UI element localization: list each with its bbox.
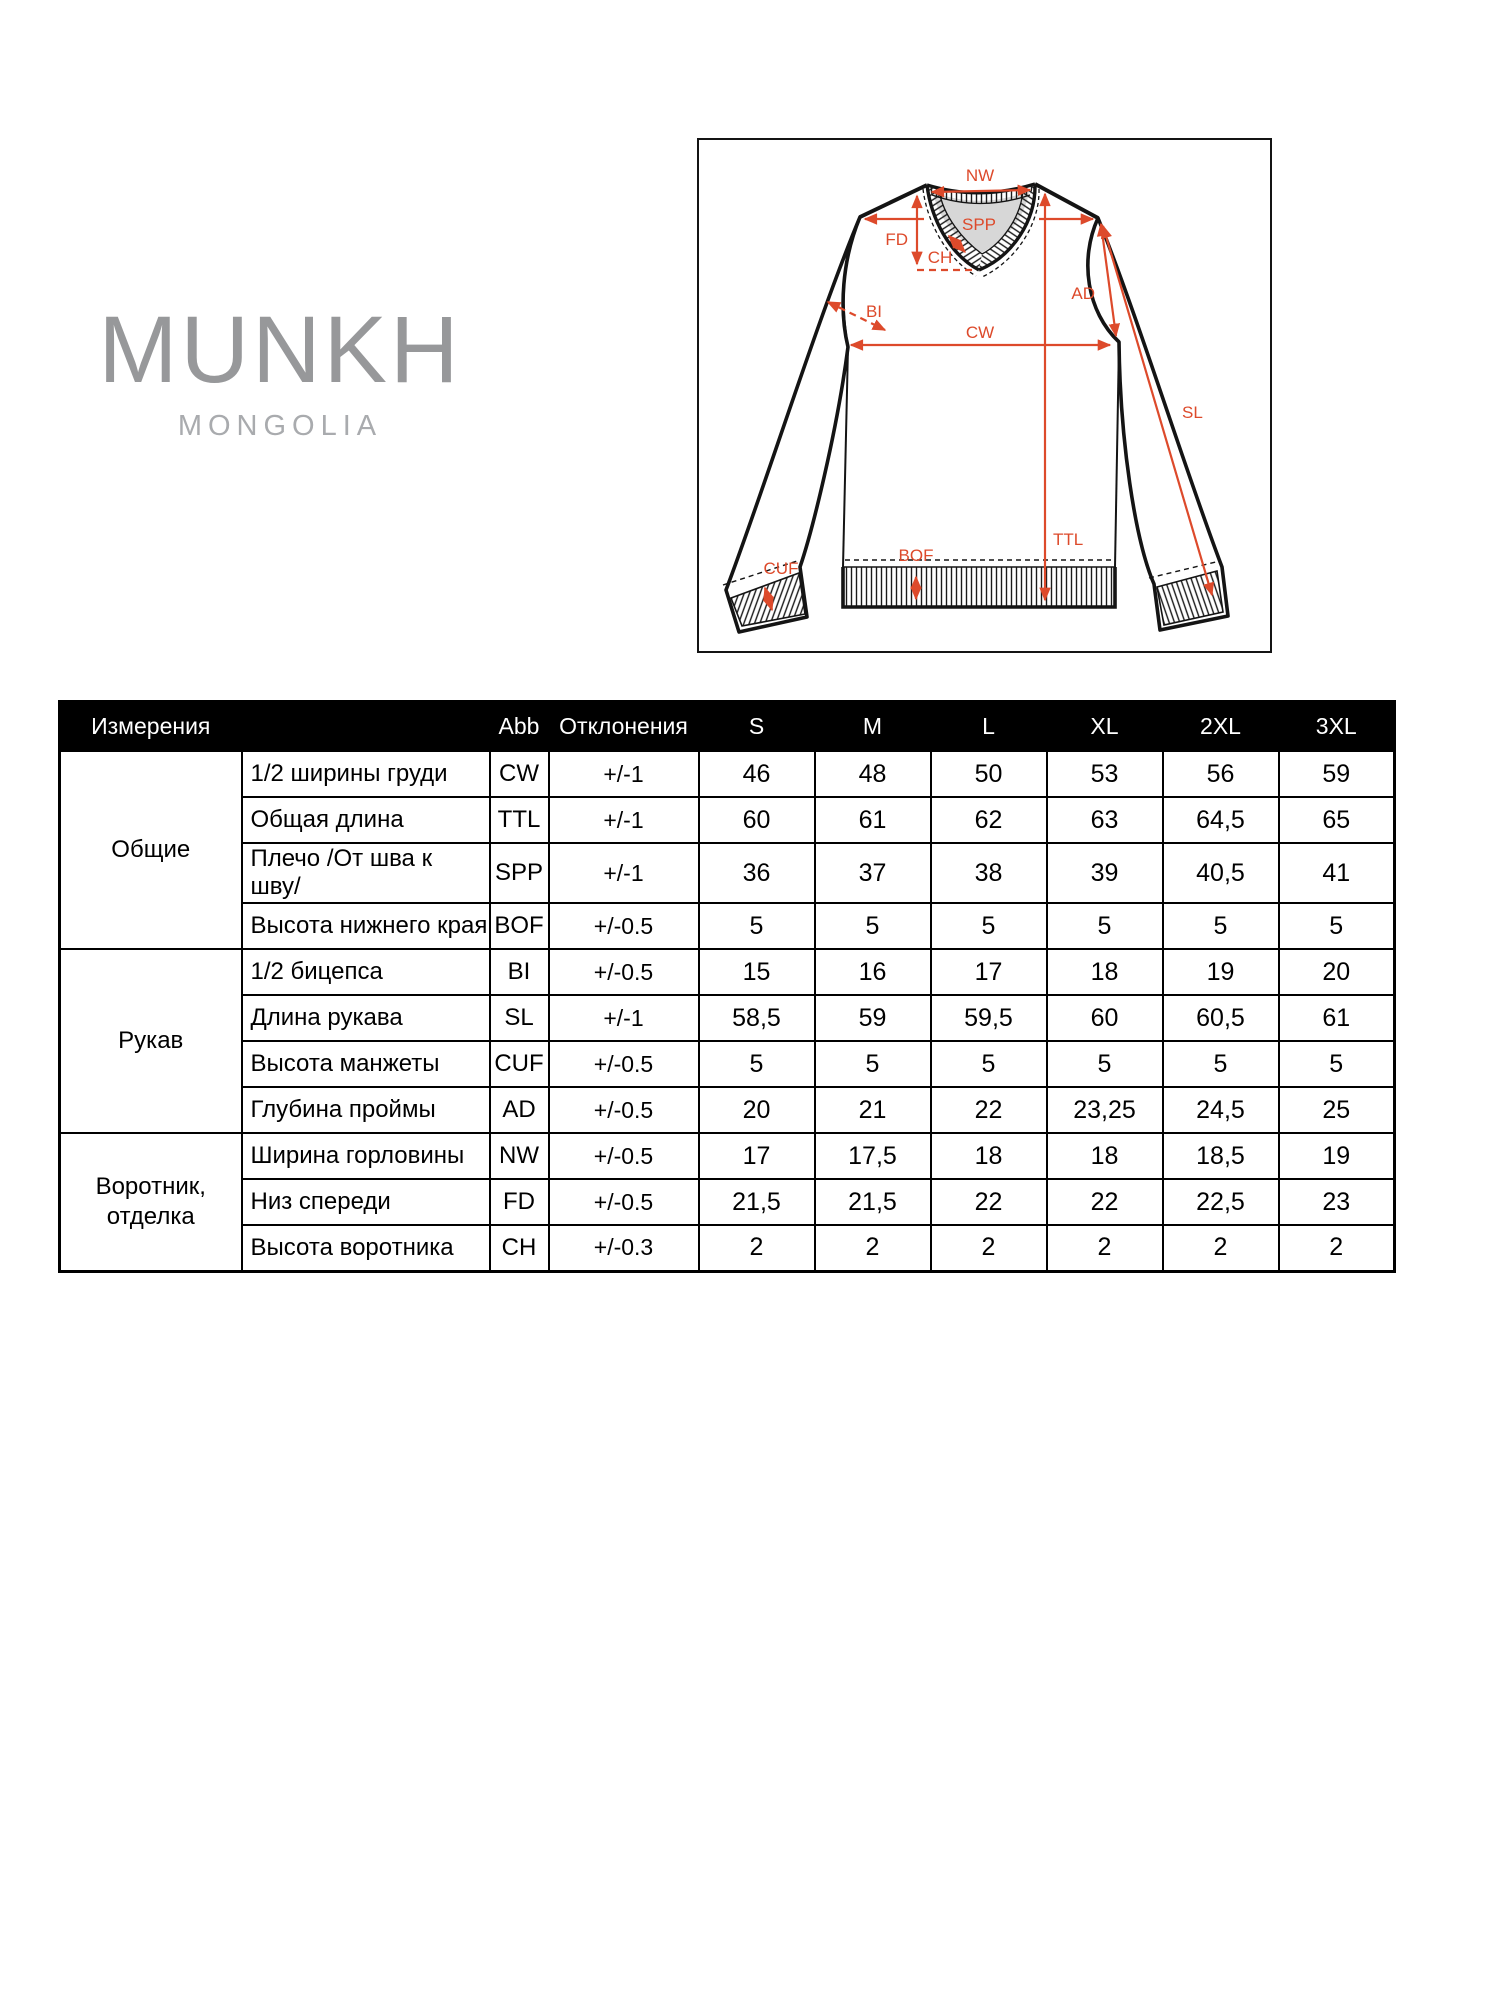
measure-abb: BI: [490, 949, 549, 995]
value-l: 5: [931, 903, 1047, 949]
value-2xl: 18,5: [1163, 1133, 1279, 1179]
table-row: [60, 1133, 1395, 1179]
header-size-m: M: [815, 702, 931, 752]
value-l: 22: [931, 1179, 1047, 1225]
header-tolerance: Отклонения: [549, 702, 699, 752]
measure-name: Низ спереди: [242, 1179, 490, 1225]
value-m: 2: [815, 1225, 931, 1271]
measure-abb: NW: [490, 1133, 549, 1179]
value-xl: 5: [1047, 1041, 1163, 1087]
value-2xl: 5: [1163, 903, 1279, 949]
measure-tolerance: +/-1: [549, 797, 699, 843]
value-s: 60: [699, 797, 815, 843]
measure-tolerance: +/-1: [549, 995, 699, 1041]
size-table: [58, 700, 1396, 1273]
measure-tolerance: +/-1: [549, 751, 699, 797]
dim-label-ttl: TTL: [1053, 530, 1084, 549]
table-row: [60, 843, 1395, 903]
measure-name: Плечо /От шва к шву/: [242, 843, 490, 903]
value-xl: 22: [1047, 1179, 1163, 1225]
value-l: 22: [931, 1087, 1047, 1133]
dim-label-spp: SPP: [961, 215, 997, 234]
measure-abb: TTL: [490, 797, 549, 843]
value-l: 50: [931, 751, 1047, 797]
measure-abb: BOF: [490, 903, 549, 949]
size-diagram: [697, 138, 1272, 653]
measure-name: 1/2 бицепса: [242, 949, 490, 995]
value-xl: 18: [1047, 1133, 1163, 1179]
value-s: 20: [699, 1087, 815, 1133]
value-3xl: 61: [1279, 995, 1395, 1041]
value-3xl: 5: [1279, 903, 1395, 949]
value-xl: 23,25: [1047, 1087, 1163, 1133]
value-l: 59,5: [931, 995, 1047, 1041]
value-s: 21,5: [699, 1179, 815, 1225]
dim-label-sl: SL: [1182, 403, 1203, 422]
value-l: 62: [931, 797, 1047, 843]
value-2xl: 40,5: [1163, 843, 1279, 903]
table-row: [60, 1087, 1395, 1133]
value-m: 5: [815, 903, 931, 949]
value-xl: 63: [1047, 797, 1163, 843]
value-xl: 39: [1047, 843, 1163, 903]
header-size-xl: XL: [1047, 702, 1163, 752]
value-s: 58,5: [699, 995, 815, 1041]
header-size-3xl: 3XL: [1279, 702, 1395, 752]
measure-tolerance: +/-1: [549, 843, 699, 903]
value-3xl: 41: [1279, 843, 1395, 903]
dim-label-cuf: CUF: [763, 559, 799, 578]
measure-tolerance: +/-0.5: [549, 903, 699, 949]
value-2xl: 24,5: [1163, 1087, 1279, 1133]
value-l: 18: [931, 1133, 1047, 1179]
value-s: 15: [699, 949, 815, 995]
table-row: [60, 1225, 1395, 1271]
sweater-drawing: [699, 140, 1269, 650]
brand-subtitle: MONGOLIA: [177, 410, 383, 442]
measure-abb: SL: [490, 995, 549, 1041]
value-l: 38: [931, 843, 1047, 903]
dim-label-nw: NW: [965, 166, 995, 185]
dim-label-cw: CW: [965, 323, 995, 342]
table-row: [60, 903, 1395, 949]
header-measurements: Измерения: [60, 702, 242, 752]
measure-tolerance: +/-0.5: [549, 1133, 699, 1179]
measure-name: Высота воротника: [242, 1225, 490, 1271]
value-xl: 60: [1047, 995, 1163, 1041]
table-header-row: [60, 702, 1395, 752]
value-3xl: 2: [1279, 1225, 1395, 1271]
value-2xl: 2: [1163, 1225, 1279, 1271]
value-s: 36: [699, 843, 815, 903]
value-l: 17: [931, 949, 1047, 995]
value-m: 16: [815, 949, 931, 995]
measure-tolerance: +/-0.3: [549, 1225, 699, 1271]
measure-tolerance: +/-0.5: [549, 949, 699, 995]
header-empty: [242, 702, 490, 752]
measure-name: 1/2 ширины груди: [242, 751, 490, 797]
dim-label-fd: FD: [885, 230, 908, 249]
value-l: 5: [931, 1041, 1047, 1087]
measure-abb: AD: [490, 1087, 549, 1133]
dim-label-bi: BI: [865, 302, 883, 321]
value-m: 59: [815, 995, 931, 1041]
group-label: Рукав: [60, 949, 242, 1133]
value-2xl: 5: [1163, 1041, 1279, 1087]
value-3xl: 25: [1279, 1087, 1395, 1133]
brand-name: MUNKH: [98, 297, 462, 403]
value-s: 17: [699, 1133, 815, 1179]
value-2xl: 22,5: [1163, 1179, 1279, 1225]
value-s: 5: [699, 903, 815, 949]
value-3xl: 20: [1279, 949, 1395, 995]
hem-band: [843, 560, 1115, 607]
value-m: 21,5: [815, 1179, 931, 1225]
group-label: Общие: [60, 751, 242, 949]
measure-abb: FD: [490, 1179, 549, 1225]
value-m: 37: [815, 843, 931, 903]
value-s: 5: [699, 1041, 815, 1087]
brand-logo: [40, 297, 520, 443]
value-2xl: 64,5: [1163, 797, 1279, 843]
measure-name: Высота нижнего края: [242, 903, 490, 949]
measure-abb: CW: [490, 751, 549, 797]
header-size-2xl: 2XL: [1163, 702, 1279, 752]
measure-name: Ширина горловины: [242, 1133, 490, 1179]
value-xl: 5: [1047, 903, 1163, 949]
value-xl: 2: [1047, 1225, 1163, 1271]
value-3xl: 65: [1279, 797, 1395, 843]
measure-abb: SPP: [490, 843, 549, 903]
value-3xl: 19: [1279, 1133, 1395, 1179]
value-2xl: 56: [1163, 751, 1279, 797]
value-3xl: 5: [1279, 1041, 1395, 1087]
value-m: 21: [815, 1087, 931, 1133]
value-m: 5: [815, 1041, 931, 1087]
table-row: [60, 751, 1395, 797]
dim-label-ch: CH: [927, 248, 953, 267]
group-label: Воротник, отделка: [60, 1133, 242, 1271]
value-xl: 53: [1047, 751, 1163, 797]
measure-abb: CH: [490, 1225, 549, 1271]
value-2xl: 60,5: [1163, 995, 1279, 1041]
table-row: [60, 1041, 1395, 1087]
value-3xl: 23: [1279, 1179, 1395, 1225]
measure-tolerance: +/-0.5: [549, 1179, 699, 1225]
table-row: [60, 995, 1395, 1041]
measure-tolerance: +/-0.5: [549, 1041, 699, 1087]
value-xl: 18: [1047, 949, 1163, 995]
measure-name: Длина рукава: [242, 995, 490, 1041]
value-s: 46: [699, 751, 815, 797]
value-m: 48: [815, 751, 931, 797]
measure-abb: CUF: [490, 1041, 549, 1087]
value-m: 61: [815, 797, 931, 843]
header-size-s: S: [699, 702, 815, 752]
dim-label-bof: BOF: [898, 546, 934, 565]
table-row: [60, 1179, 1395, 1225]
dim-label-ad: AD: [1071, 284, 1095, 303]
measure-tolerance: +/-0.5: [549, 1087, 699, 1133]
header-size-l: L: [931, 702, 1047, 752]
measure-name: Высота манжеты: [242, 1041, 490, 1087]
value-m: 17,5: [815, 1133, 931, 1179]
measure-name: Общая длина: [242, 797, 490, 843]
table-row: [60, 797, 1395, 843]
value-l: 2: [931, 1225, 1047, 1271]
measure-name: Глубина проймы: [242, 1087, 490, 1133]
table-row: [60, 949, 1395, 995]
value-2xl: 19: [1163, 949, 1279, 995]
header-abb: Abb: [490, 702, 549, 752]
value-s: 2: [699, 1225, 815, 1271]
value-3xl: 59: [1279, 751, 1395, 797]
